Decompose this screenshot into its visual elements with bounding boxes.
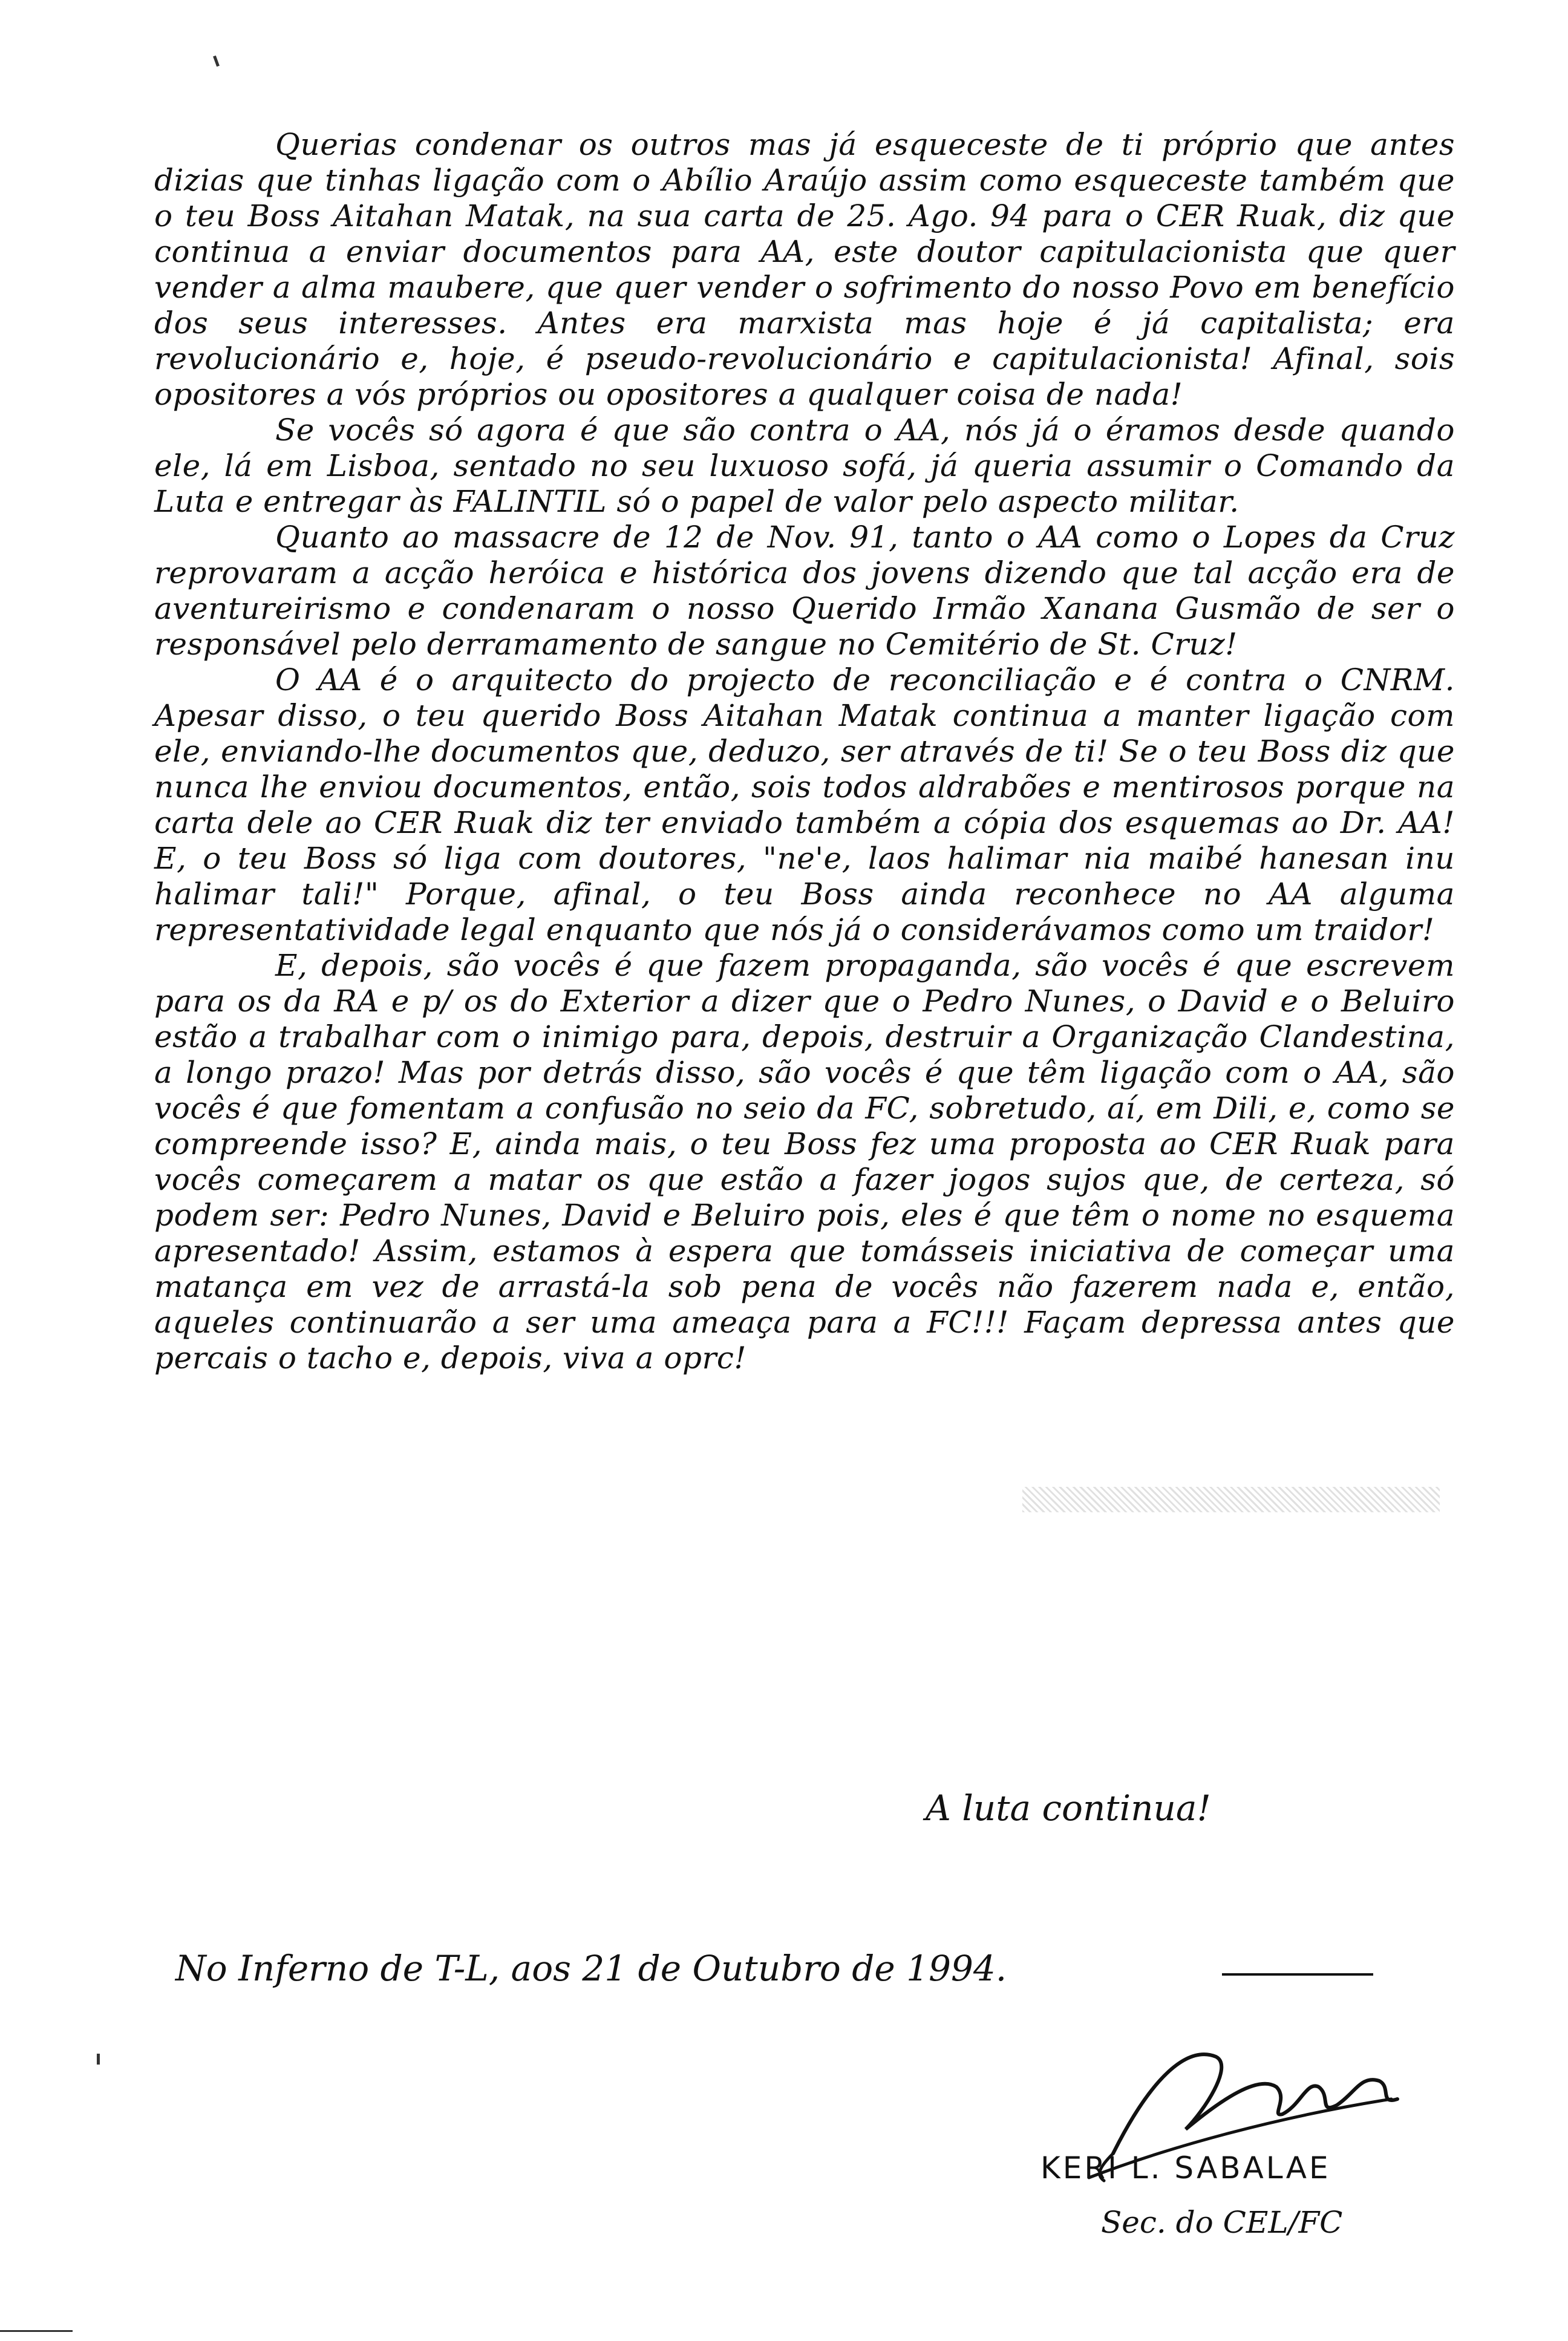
edge-mark bbox=[0, 2330, 73, 2332]
redaction-mark bbox=[1022, 1487, 1440, 1512]
closing-line: A luta continua! bbox=[926, 1788, 1211, 1829]
stray-mark bbox=[97, 2054, 100, 2065]
paragraph-1: Querias condenar os outros mas já esqueceste de ti próprio que antes dizias que tinhas ligação com o Abílio Araújo assim como esqueceste também que o teu Boss Aitahan Matak, na sua carta de 25. Ago. 94 para o CER Ruak, diz que continua a enviar documentos para AA, este doutor capitulacionista que quer vender a alma maubere, que quer vender o sofrimento do nosso Povo em benefício dos seus interesses. Antes era marxista mas hoje é já capitalista; era revolucionário e, hoje, é pseudo-revolucionário e capitulacionista! Afinal, sois opositores a vós próprios ou opositores a qualquer coisa de nada! bbox=[154, 127, 1455, 412]
date-underline bbox=[1222, 1973, 1373, 1976]
paragraph-4: O AA é o arquitecto do projecto de reconciliação e é contra o CNRM. Apesar disso, o teu querido Boss Aitahan Matak continua a manter ligação com ele, enviando-lhe documentos que, deduzo, ser através de ti! Se o teu Boss diz que nunca lhe enviou documentos, então, sois todos aldrabões e mentirosos porque na carta dele ao CER Ruak diz ter enviado também a cópia dos esquemas ao Dr. AA! E, o teu Boss só liga com doutores, "ne'e, laos halimar nia maibé hanesan inu halimar tali!" Porque, afinal, o teu Boss ainda reconhece no AA alguma representatividade legal enquanto que nós já o considerávamos como um traidor! bbox=[154, 662, 1455, 947]
signer-role: Sec. do CEL/FC bbox=[1101, 2205, 1343, 2240]
paragraph-2: Se vocês só agora é que são contra o AA, nós já o éramos desde quando ele, lá em Lisboa, sentado no seu luxuoso sofá, já queria assumir o Comando da Luta e entregar às FALINTIL só o papel de valor pelo aspecto militar. bbox=[154, 413, 1455, 519]
signer-name: KERI L. SABALAE bbox=[1040, 2150, 1331, 2186]
paragraph-5: E, depois, são vocês é que fazem propaganda, são vocês é que escrevem para os da RA e p/ os do Exterior a dizer que o Pedro Nunes, o David e o Beluiro estão a trabalhar com o inimigo para, depois, destruir a Organização Clandestina, a longo prazo! Mas por detrás disso, são vocês é que têm ligação com o AA, são vocês é que fomentam a confusão no seio da FC, sobretudo, aí, em Dili, e, como se compreende isso? E, ainda mais, o teu Boss fez uma proposta ao CER Ruak para vocês começarem a matar os que estão a fazer jogos sujos que, de certeza, só podem ser: Pedro Nunes, David e Beluiro pois, eles é que têm o nome no esquema apresentado! Assim, estamos à espera que tomásseis iniciativa de começar uma matança em vez de arrastá-la sob pena de vocês não fazerem nada e, então, aqueles continuarão a ser uma ameaça para a FC!!! Façam depressa antes que percais o tacho e, depois, viva a oprc! bbox=[154, 948, 1455, 1376]
paragraph-3: Quanto ao massacre de 12 de Nov. 91, tanto o AA como o Lopes da Cruz reprovaram a acção heróica e histórica dos jovens dizendo que tal acção era de aventureirismo e condenaram o nosso Querido Irmão Xanana Gusmão de ser o responsável pelo derramamento de sangue no Cemitério de St. Cruz! bbox=[154, 520, 1455, 662]
place-date-line: No Inferno de T-L, aos 21 de Outubro de 1994. bbox=[175, 1948, 1007, 1989]
stray-mark bbox=[213, 56, 220, 67]
letter-body bbox=[154, 127, 1455, 1376]
